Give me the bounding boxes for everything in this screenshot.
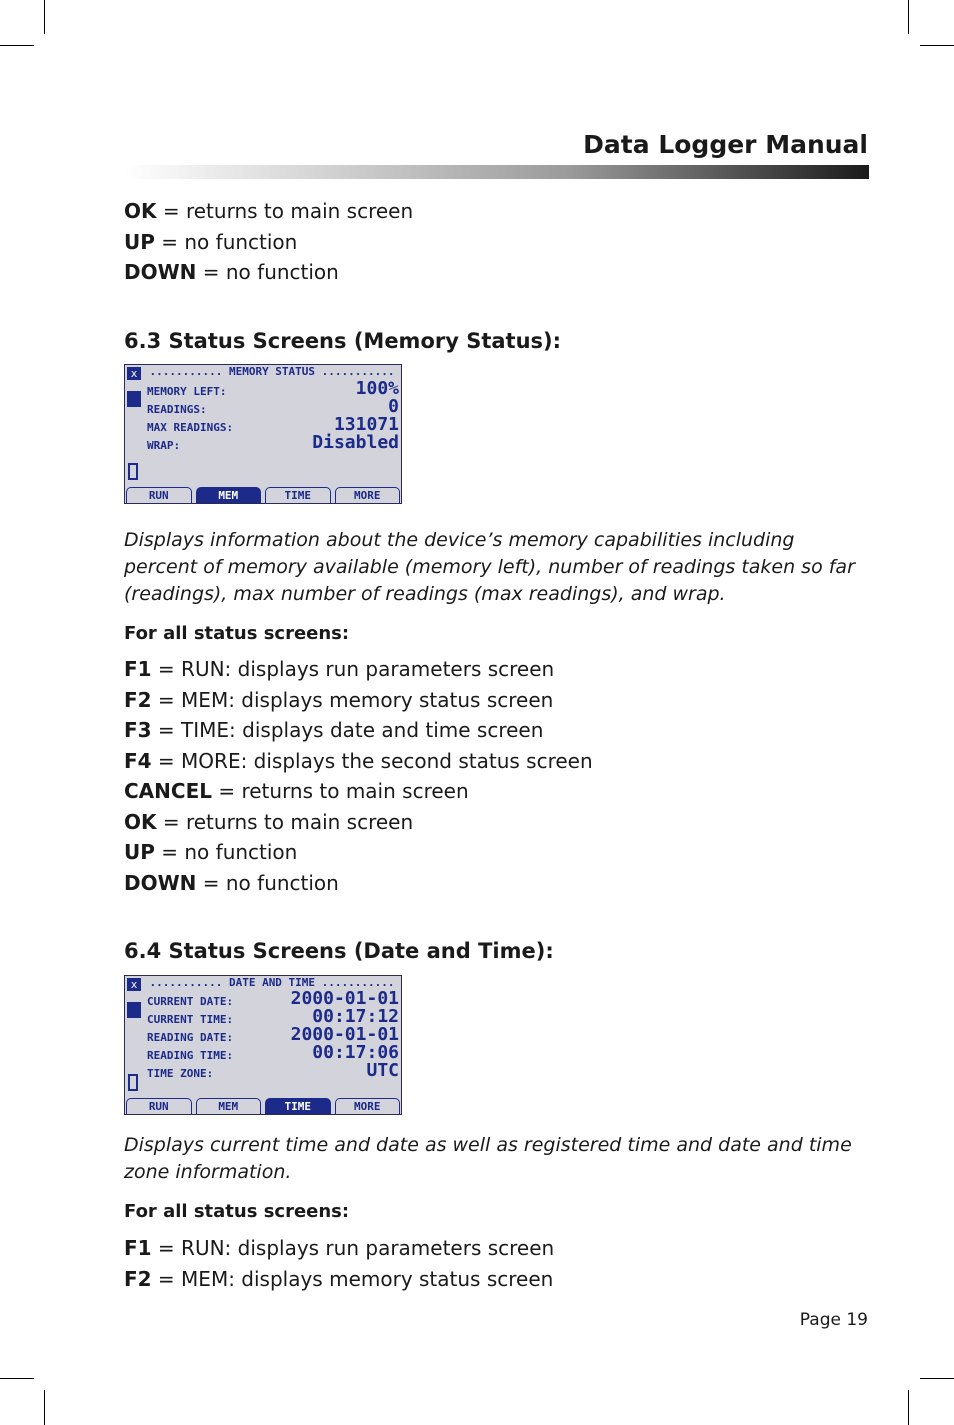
tab-more[interactable]: MORE <box>335 487 401 503</box>
lcd-row: TIME ZONE: UTC <box>147 1060 399 1081</box>
key-line: OK = returns to main screen <box>124 199 414 223</box>
lcd-row: MAX READINGS: 131071 <box>147 414 399 435</box>
battery-icon <box>128 1074 138 1091</box>
key-line: UP = no function <box>124 840 298 864</box>
lcd-row: CURRENT TIME: 00:17:12 <box>147 1006 399 1027</box>
flag-icon <box>127 1002 141 1018</box>
battery-icon <box>128 463 138 480</box>
tab-mem[interactable]: MEM <box>196 1098 262 1114</box>
section-heading-time: 6.4 Status Screens (Date and Time): <box>124 939 554 963</box>
key-line: F2 = MEM: displays memory status screen <box>124 688 554 712</box>
lcd-date-time-screen <box>124 975 402 1115</box>
lcd-softkey-tabs <box>125 1098 401 1114</box>
flag-icon <box>127 391 141 407</box>
key-line: UP = no function <box>124 230 298 254</box>
memory-subheading: For all status screens: <box>124 623 350 644</box>
key-line: F1 = RUN: displays run parameters screen <box>124 1236 555 1260</box>
crop-mark <box>908 1390 909 1425</box>
key-line: DOWN = no function <box>124 871 339 895</box>
key-line: OK = returns to main screen <box>124 810 414 834</box>
crop-mark <box>920 45 954 46</box>
section-heading-memory: 6.3 Status Screens (Memory Status): <box>124 329 562 353</box>
key-line: F3 = TIME: displays date and time screen <box>124 718 544 742</box>
lcd-row: CURRENT DATE: 2000-01-01 <box>147 988 399 1009</box>
tab-mem[interactable]: MEM <box>196 487 262 503</box>
time-description: Displays current time and date as well as registered time and date and time zone information. <box>124 1134 852 1183</box>
lcd-row: READING TIME: 00:17:06 <box>147 1042 399 1063</box>
crop-mark <box>44 0 45 34</box>
key-line: F2 = MEM: displays memory status screen <box>124 1267 554 1291</box>
page-header-title: Data Logger Manual <box>583 130 868 159</box>
lcd-title: ..... DATE AND TIME ..... <box>145 976 399 990</box>
memory-description: Displays information about the device’s memory capabilities including percent of memory available (memory left), number of readings taken so far (readings), max number of readings (max readings), and wrap. <box>124 529 855 605</box>
tab-time[interactable]: TIME <box>265 1098 331 1114</box>
lcd-row: MEMORY LEFT: 100% <box>147 378 399 399</box>
lcd-row: READING DATE: 2000-01-01 <box>147 1024 399 1045</box>
lcd-row: WRAP: Disabled <box>147 432 399 453</box>
key-line: F1 = RUN: displays run parameters screen <box>124 657 555 681</box>
crop-mark <box>0 1378 34 1379</box>
tab-run[interactable]: RUN <box>126 487 192 503</box>
crop-mark <box>920 1378 954 1379</box>
key-line: CANCEL = returns to main screen <box>124 779 469 803</box>
close-icon: x <box>127 367 141 380</box>
key-line: F4 = MORE: displays the second status screen <box>124 749 593 773</box>
time-subheading: For all status screens: <box>124 1201 350 1222</box>
header-gradient-bar <box>124 165 869 179</box>
tab-run[interactable]: RUN <box>126 1098 192 1114</box>
lcd-softkey-tabs <box>125 487 401 503</box>
crop-mark <box>908 0 909 34</box>
key-line: DOWN = no function <box>124 260 339 284</box>
lcd-title: ..... MEMORY STATUS ..... <box>145 365 399 379</box>
tab-more[interactable]: MORE <box>335 1098 401 1114</box>
lcd-row: READINGS: 0 <box>147 396 399 417</box>
crop-mark <box>0 45 34 46</box>
close-icon: x <box>127 978 141 991</box>
tab-time[interactable]: TIME <box>265 487 331 503</box>
lcd-memory-status-screen <box>124 364 402 504</box>
page-number: Page 19 <box>799 1310 868 1330</box>
crop-mark <box>44 1390 45 1425</box>
